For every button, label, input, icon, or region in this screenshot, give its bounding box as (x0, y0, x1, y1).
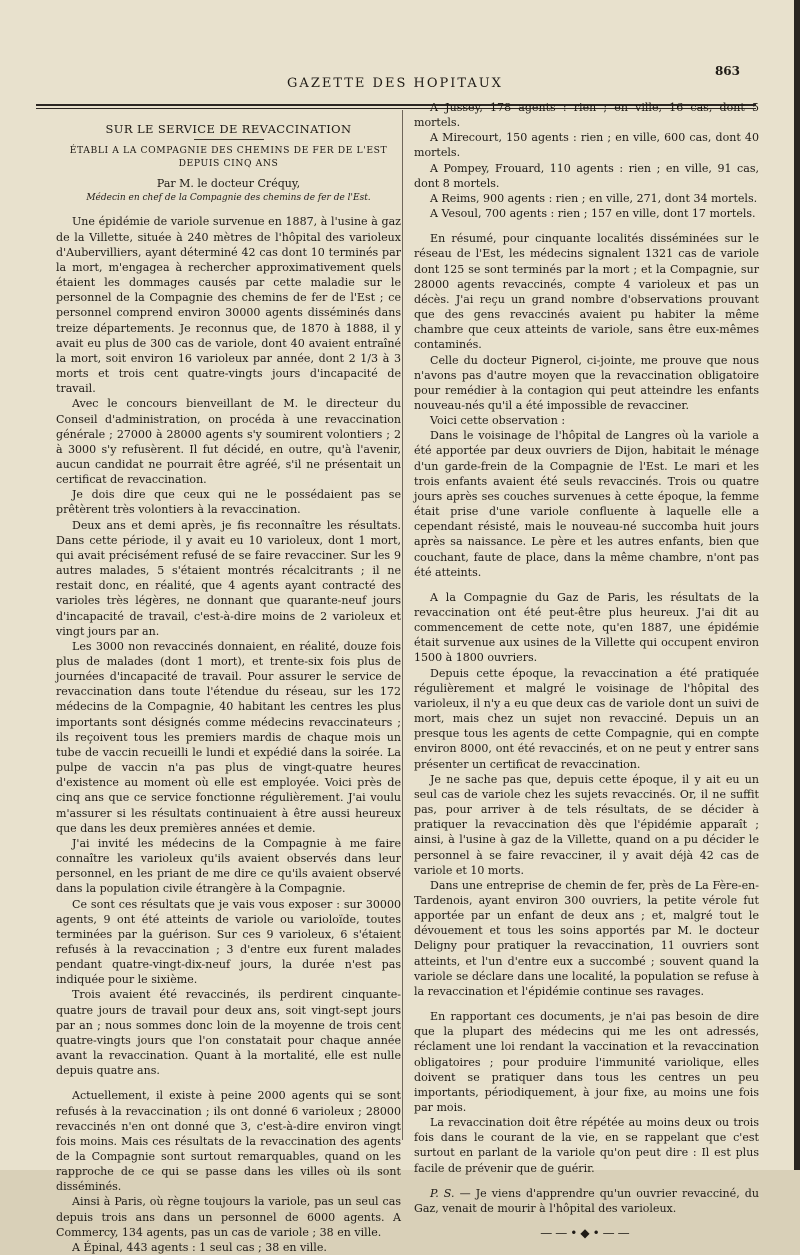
left-section-2 (56, 1088, 401, 1255)
paragraph: En résumé, pour cinquante localités disséminées sur le réseau de l'Est, les médecins signalent 1321 cas de variole dont 125 se sont terminés par la mort ; et la Compagnie, sur 28000 agents revaccinés, compte 4 varioleux et pas un décès. J'ai reçu un grand nombre d'observations prouvant que des gens revaccinés avaient pu habiter la même chambre que ceux atteints de variole, sans être eux-mêmes contaminés. (414, 232, 759, 352)
article-subtitle: ÉTABLI A LA COMPAGNIE DES CHEMINS DE FER DE L'EST DEPUIS CINQ ANS (69, 145, 388, 170)
spacer (414, 221, 759, 231)
paragraph: Une épidémie de variole survenue en 1887, à l'usine à gaz de la Villette, située à 240 mètres de l'hôpital des varioleux d'Aubervilliers, ayant déterminé 42 cas dont 10 terminés par la mort, m'engagea à rechercher approximativement quels étaient les dommages causés par cette maladie sur le personnel de la Compagnie des chemins de fer de l'Est ; ce personnel comprend environ 30000 agents disséminés dans treize départements. Je reconnus que, de 1870 à 1888, il y avait eu plus de 300 cas de variole, dont 40 avaient entraîné la mort, soit environ 16 varioleux par année, dont 2 1/3 à 3 morts et trois cent quatre-vingts jours d'incapacité de travail. (56, 215, 401, 396)
postscript (414, 1186, 759, 1216)
paragraph: A Reims, 900 agents : rien ; en ville, 271, dont 34 mortels. (430, 191, 758, 205)
paragraph: A la Compagnie du Gaz de Paris, les résultats de la revaccination ont été peut-être plus heureux. J'ai dit au commencement de cette note, qu'en 1887, une épidémie était survenue aux usines de la Villette qui occupent environ 1500 à 1800 ouvriers. (414, 590, 759, 665)
right-section-2 (414, 231, 759, 580)
paragraph: Dans une entreprise de chemin de fer, près de La Fère-en-Tardenois, ayant environ 300 ouvriers, la petite vérole fut apportée par un enfant de deux ans ; et, malgré tout le dévouement et tous les soins apportés par M. le docteur Deligny pour pratiquer la revaccination, 11 ouvriers sont atteints, et l'un d'entre eux a succombé ; souvent quand la variole se déclare dans une localité, la population se refuse à la revaccination et l'épidémie continue ses ravages. (414, 878, 759, 998)
paragraph: A Pompey, Frouard, 110 agents : rien ; en ville, 91 cas, dont 8 mortels. (414, 161, 759, 190)
paragraph: Les 3000 non revaccinés donnaient, en réalité, douze fois plus de malades (dont 1 mort), et trente-six fois plus de journées d'incapacité de travail. Pour assurer le service de revaccination dans toute l'étendue du réseau, sur les 172 médecins de la Compagnie, 40 habitant les centres les plus importants sont désignés comme médecins revaccinateurs ; ils reçoivent tous les premiers mardis de chaque mois un tube de vaccin recueilli le lundi et expédié dans la soirée. La pulpe de vaccin n'a pas plus de vingt-quatre heures d'existence au moment où elle est employée. Voici près de cinq ans que ce service fonctionne régulièrement. J'ai voulu m'assurer si les résultats continuaient à être aussi heureux que dans les deux premières années et demie. (56, 639, 401, 835)
paragraph: A Jussey, 178 agents : rien ; en ville, 16 cas, dont 5 mortels. (414, 101, 759, 130)
page-number: 863 (714, 64, 740, 78)
spacer (414, 1176, 759, 1186)
paragraph: En rapportant ces documents, je n'ai pas besoin de dire que la plupart des médecins qui me les ont adressés, réclament une loi rendant la vaccination et la revaccination obligatoires ; pour produire l'immunité variolique, elles doivent se pratiquer dans tous les centres un peu importants, périodiquement, à jour fixe, au moins une fois par mois. (414, 1010, 759, 1114)
paragraph: A Mirecourt, 150 agents : rien ; en ville, 600 cas, dont 40 mortels. (414, 131, 759, 160)
paragraph: La revaccination doit être répétée au moins deux ou trois fois dans le courant de la vie, en se rappelant que c'est surtout en parlant de la variole qu'on peut dire : Il est plus facile de prévenir que de guérir. (414, 1116, 759, 1175)
left-column (56, 118, 401, 1255)
paragraph: Dans le voisinage de l'hôpital de Langres où la variole a été apportée par deux ouvriers de Dijon, habitait le ménage d'un garde-frein de la Compagnie de l'Est. Le mari et les trois enfants avaient été seuls revaccinés. Trois ou quatre jours après ses couches survenues à cette époque, la femme était prise d'une variole confluente à laquelle elle a cependant résisté, mais le nouveau-né succomba huit jours après sa naissance. Le père et les autres enfants, bien que couchant, faute de place, dans la même chambre, n'ont pas été atteints. (414, 429, 759, 579)
paragraph: Ainsi à Paris, où règne toujours la variole, pas un seul cas depuis trois ans dans un personnel de 6000 agents. A Commercy, 134 agents, pas un cas de variole ; 38 en ville. (56, 1195, 401, 1239)
paragraph: Ce sont ces résultats que je vais vous exposer : sur 30000 agents, 9 ont été atteints de variole ou varioloïde, toutes terminées par la guérison. Sur ces 9 varioleux, 6 s'étaient refusés à la revaccination ; 3 d'entre eux furent malades pendant quatre-vingt-dix-neuf jours, la durée n'est pas indiquée pour le sixième. (56, 897, 401, 987)
article-author: Par M. le docteur Créquy, (156, 177, 301, 191)
paragraph: A Vesoul, 700 agents : rien ; 157 en ville, dont 17 mortels. (430, 207, 756, 221)
paragraph: Je ne sache pas que, depuis cette époque, il y ait eu un seul cas de variole chez les sujets revaccinés. Or, il ne suffit pas, pour arriver à de tels résultats, de se décider à pratiquer la revaccination dès que l'épidémie apparaît ; ainsi, à l'usine à gaz de la Villette, quand on a pu décider le personnel à se faire revacciner, il y avait déjà 42 cas de variole et 10 morts. (414, 772, 759, 877)
spacer (414, 580, 759, 590)
paragraph: J'ai invité les médecins de la Compagnie à me faire connaître les varioleux qu'ils avaient observés dans leur personnel, en les priant de me dire ce qu'ils avaient observé dans la population civile étrangère à la Compagnie. (56, 836, 401, 896)
column-divider (402, 110, 403, 1140)
paragraph: Depuis cette époque, la revaccination a été pratiquée régulièrement et malgré le voisinage de l'hôpital des varioleux, il n'y a eu que deux cas de variole dont un suivi de mort, mais chez un sujet non revacciné. Depuis un an presque tous les agents de cette Compagnie, qui en compte environ 8000, ont été revaccinés, et on ne peut y entrer sans présenter un certificat de revaccination. (414, 666, 759, 771)
paragraph: Celle du docteur Pignerol, ci-jointe, me prouve que nous n'avons pas d'autre moyen que la revaccination obligatoire pour remédier à la contagion qui peut atteindre les enfants nouveau-nés qu'il a été impossible de revacciner. (414, 353, 759, 412)
postscript-label: P. S. (430, 1186, 455, 1200)
paragraph: Deux ans et demi après, je fis reconnaître les résultats. Dans cette période, il y avait eu 10 varioleux, dont 1 mort, qui avait précisément refusé de se faire revacciner. Sur les 9 autres malades, 5 s'étaient montrés récalcitrants ; il ne restait donc, en réalité, que 4 agents ayant contracté des varioles très légères, ne donnant que quarante-neuf jours d'incapacité de travail, c'est-à-dire moins de 2 varioleux et vingt jours par an. (56, 518, 401, 638)
paragraph: Avec le concours bienveillant de M. le directeur du Conseil d'administration, on procéda à une revaccination générale ; 27000 à 28000 agents s'y soumirent volontiers ; 2 à 3000 s'y refusèrent. Il fut décidé, en outre, qu'à l'avenir, aucun candidat ne pourrait être agréé, s'il ne présentait un certificat de revaccination. (56, 397, 401, 487)
right-section-4 (414, 1009, 759, 1176)
right-column (414, 100, 759, 1241)
article-title: SUR LE SERVICE DE REVACCINATION (105, 122, 352, 136)
postscript-text: — Je viens d'apprendre qu'un ouvrier revacciné, du Gaz, venait de mourir à l'hôpital des varioleux. (414, 1186, 759, 1215)
paragraph: Voici cette observation : (430, 414, 566, 428)
right-section-1 (414, 100, 759, 221)
left-section-1 (56, 214, 401, 1078)
paragraph: A Épinal, 443 agents : 1 seul cas ; 38 en ville. (72, 1240, 327, 1254)
spacer (414, 999, 759, 1009)
right-section-3 (414, 590, 759, 999)
author-affiliation: Médecin en chef de la Compagnie des chemins de fer de l'Est. (86, 193, 371, 204)
ornament: ——•◆•—— (540, 1226, 633, 1241)
journal-header: GAZETTE DES HOPITAUX (287, 76, 503, 91)
paragraph: Trois avaient été revaccinés, ils perdirent cinquante-quatre jours de travail pour deux ans, soit vingt-sept jours par an ; nous sommes donc loin de la moyenne de trois cent quatre-vingts jours que l'on constatait pour chaque année avant la revaccination. Quant à la mortalité, elle est nulle depuis quatre ans. (56, 988, 401, 1078)
paragraph: Actuellement, il existe à peine 2000 agents qui se sont refusés à la revaccination ; ils ont donné 6 varioleux ; 28000 revaccinés n'en ont donné que 3, c'est-à-dire environ vingt fois moins. Mais ces résultats de la revaccination des agents de la Compagnie sont surtout remarquables, quand on les rapproche de ce qui se passe dans les villes où ils sont disséminés. (56, 1089, 401, 1194)
spacer (56, 1078, 401, 1088)
title-rule (194, 139, 264, 140)
paragraph: Je dois dire que ceux qui ne le possédaient pas se prêtèrent très volontiers à la revaccination. (56, 488, 401, 517)
